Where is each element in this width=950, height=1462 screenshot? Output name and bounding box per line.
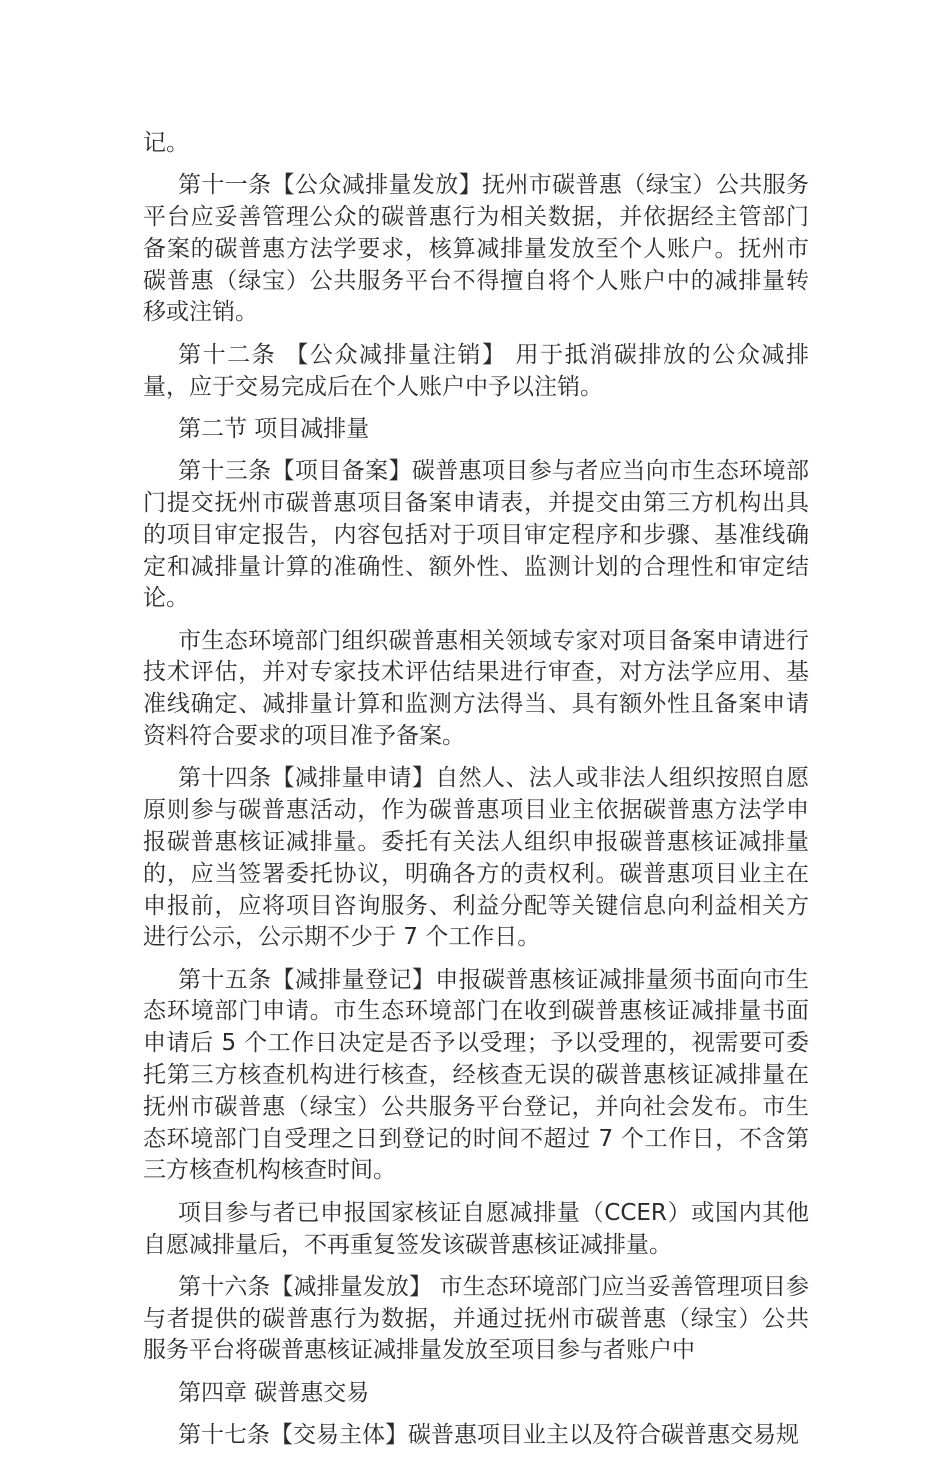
article-12: 第十二条 【公众减排量注销】 用于抵消碳排放的公众减排量，应于交易完成后在个人账户中予以注销。 xyxy=(143,341,809,400)
article-17: 第十七条【交易主体】碳普惠项目业主以及符合碳普惠交易规 xyxy=(178,1421,799,1448)
section-heading: 第二节 项目减排量 xyxy=(178,415,370,442)
article-13: 第十三条【项目备案】碳普惠项目参与者应当向市生态环境部门提交抚州市碳普惠项目备案申请表，并提交由第三方机构出具的项目审定报告，内容包括对于项目审定程序和步骤、基准线确定和减排量计算的准确性、额外性、监测计划的合理性和审定结论。 xyxy=(143,458,809,612)
article-11: 第十一条【公众减排量发放】抚州市碳普惠（绿宝）公共服务平台应妥善管理公众的碳普惠行为相关数据，并依据经主管部门备案的碳普惠方法学要求，核算减排量发放至个人账户。抚州市碳普惠（绿宝）公共服务平台不得擅自将个人账户中的减排量转移或注销。 xyxy=(143,172,809,326)
article-16: 第十六条【减排量发放】 市生态环境部门应当妥善管理项目参与者提供的碳普惠行为数据，并通过抚州市碳普惠（绿宝）公共服务平台将碳普惠核证减排量发放至项目参与者账户中 xyxy=(143,1273,809,1364)
chapter-heading: 第四章 碳普惠交易 xyxy=(178,1379,370,1406)
article-15: 第十五条【减排量登记】申报碳普惠核证减排量须书面向市生态环境部门申请。市生态环境部门在收到碳普惠核证减排量书面申请后 5 个工作日决定是否予以受理；予以受理的，视需要可委托第三方核查机构进行核查，经核查无误的碳普惠核证减排量在抚州市碳普惠（绿宝）公共服务平台登记，并向社会发布。市生态环境部门自受理之日到登记的时间不超过 7 个工作日，不含第三方核查机构核查时间。 xyxy=(143,966,809,1184)
article-15-paragraph-2: 项目参与者已申报国家核证自愿减排量（CCER）或国内其他自愿减排量后，不再重复签发该碳普惠核证减排量。 xyxy=(143,1199,809,1258)
paragraph-continuation: 记。 xyxy=(143,130,189,156)
article-14: 第十四条【减排量申请】自然人、法人或非法人组织按照自愿原则参与碳普惠活动，作为碳普惠项目业主依据碳普惠方法学申报碳普惠核证减排量。委托有关法人组织申报碳普惠核证减排量的，应当签署委托协议，明确各方的责权利。碳普惠项目业主在申报前，应将项目咨询服务、利益分配等关键信息向利益相关方进行公示，公示期不少于 7 个工作日。 xyxy=(143,765,809,951)
document-page xyxy=(143,128,809,1462)
article-13-paragraph-2: 市生态环境部门组织碳普惠相关领域专家对项目备案申请进行技术评估，并对专家技术评估结果进行审查，对方法学应用、基准线确定、减排量计算和监测方法得当、具有额外性且备案申请资料符合要求的项目准予备案。 xyxy=(143,627,809,750)
